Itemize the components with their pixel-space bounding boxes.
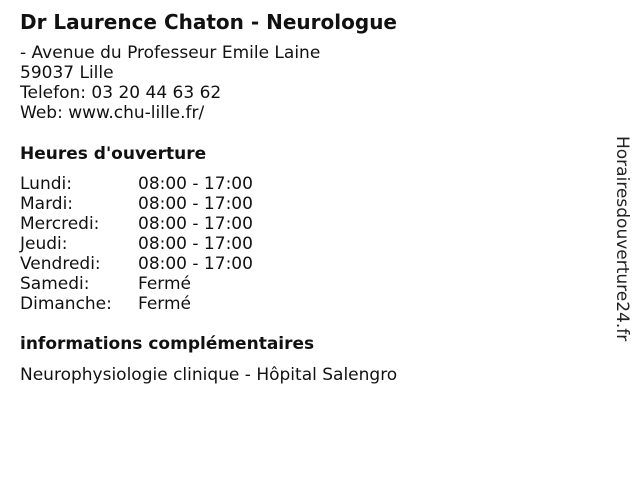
day-hours: 08:00 - 17:00 <box>138 234 253 254</box>
day-hours: Fermé <box>138 294 192 314</box>
day-hours: 08:00 - 17:00 <box>138 254 253 274</box>
day-hours: 08:00 - 17:00 <box>138 194 253 214</box>
page-title: Dr Laurence Chaton - Neurologue <box>20 10 397 34</box>
day-label: Mercredi: <box>20 214 100 234</box>
additional-info-text: Neurophysiologie clinique - Hôpital Salengro <box>20 365 398 385</box>
additional-info-heading: informations complémentaires <box>20 334 315 354</box>
day-hours: Fermé <box>138 274 192 294</box>
day-label: Dimanche: <box>20 294 112 314</box>
hours-row-sunday <box>20 294 253 314</box>
hours-row-thursday <box>20 234 253 254</box>
day-hours: 08:00 - 17:00 <box>138 214 253 234</box>
day-label: Jeudi: <box>20 234 68 254</box>
day-label: Samedi: <box>20 274 90 294</box>
day-label: Lundi: <box>20 174 72 194</box>
hours-row-saturday <box>20 274 253 294</box>
day-hours: 08:00 - 17:00 <box>138 174 253 194</box>
hours-row-tuesday <box>20 194 253 214</box>
opening-hours-table <box>20 174 253 314</box>
website: Web: www.chu-lille.fr/ <box>20 103 205 123</box>
phone-number: Telefon: 03 20 44 63 62 <box>20 83 222 103</box>
hours-row-monday <box>20 174 253 194</box>
site-watermark: Horairesdouverture24.fr <box>612 136 632 342</box>
day-label: Mardi: <box>20 194 74 214</box>
hours-row-wednesday <box>20 214 253 234</box>
street-address: - Avenue du Professeur Emile Laine <box>20 43 321 63</box>
address-block <box>20 43 320 123</box>
day-label: Vendredi: <box>20 254 101 274</box>
city: 59037 Lille <box>20 63 114 83</box>
hours-row-friday <box>20 254 253 274</box>
opening-hours-heading: Heures d'ouverture <box>20 144 207 164</box>
